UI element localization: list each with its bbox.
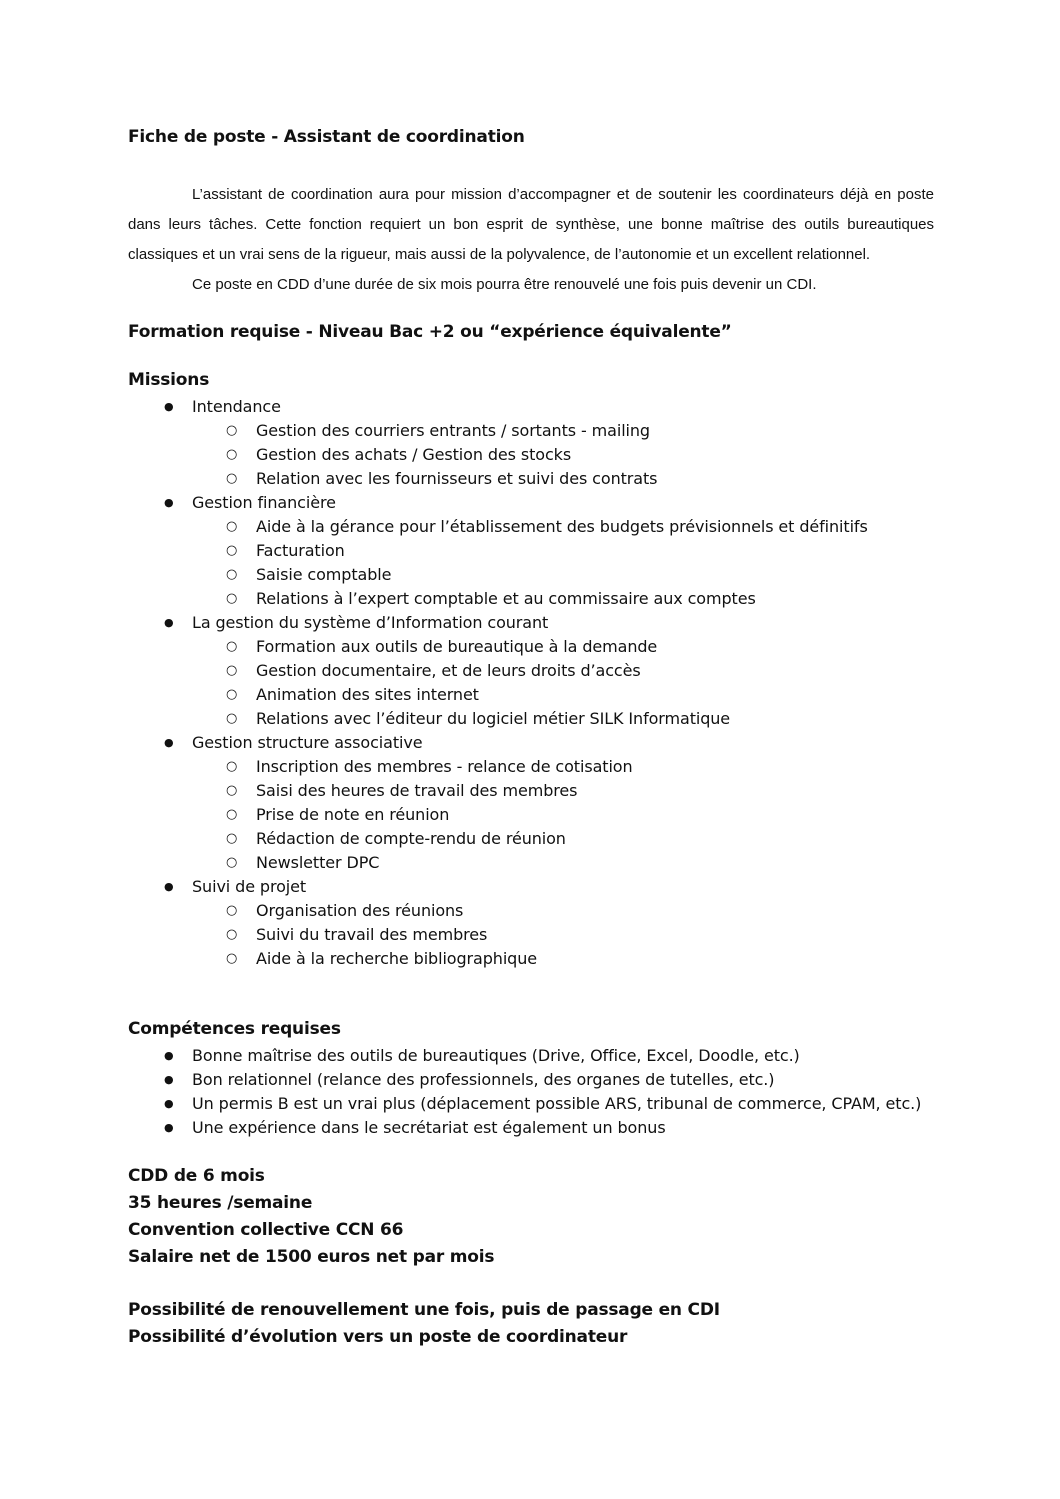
condition-line: 35 heures /semaine bbox=[128, 1193, 313, 1213]
condition-line: Convention collective CCN 66 bbox=[128, 1220, 404, 1240]
mission-subitem: ○ Gestion des achats / Gestion des stocks bbox=[192, 443, 948, 467]
condition-line: CDD de 6 mois bbox=[128, 1166, 265, 1186]
mission-subitem: ○ Organisation des réunions bbox=[192, 899, 948, 923]
mission-item bbox=[128, 491, 948, 611]
page-title: Fiche de poste - Assistant de coordination bbox=[128, 127, 525, 147]
mission-label: Suivi de projet bbox=[192, 877, 307, 896]
mission-subitem: ○ Inscription des membres - relance de cotisation bbox=[192, 755, 948, 779]
mission-subitem: ○ Saisie comptable bbox=[192, 563, 948, 587]
mission-item bbox=[128, 875, 948, 971]
mission-label: Gestion financière bbox=[192, 493, 336, 512]
mission-subitem: ○ Newsletter DPC bbox=[192, 851, 948, 875]
mission-subitem: ○ Relation avec les fournisseurs et suivi des contrats bbox=[192, 467, 948, 491]
mission-subitem: ○ Rédaction de compte-rendu de réunion bbox=[192, 827, 948, 851]
mission-subitem: ○ Facturation bbox=[192, 539, 948, 563]
mission-subitem: ○ Relations à l’expert comptable et au commissaire aux comptes bbox=[192, 587, 948, 611]
perspective-line: Possibilité d’évolution vers un poste de coordinateur bbox=[128, 1327, 628, 1347]
formation-heading: Formation requise - Niveau Bac +2 ou “expérience équivalente” bbox=[128, 322, 732, 342]
mission-item bbox=[128, 395, 948, 491]
competence-item: ● Bon relationnel (relance des professionnels, des organes de tutelles, etc.) bbox=[128, 1068, 948, 1092]
mission-label: La gestion du système d’Information courant bbox=[192, 613, 549, 632]
competences-heading: Compétences requises bbox=[128, 1019, 341, 1039]
mission-subitem: ○ Relations avec l’éditeur du logiciel métier SILK Informatique bbox=[192, 707, 948, 731]
intro-paragraph: Ce poste en CDD d’une durée de six mois pourra être renouvelé une fois puis devenir un CDI. bbox=[192, 276, 817, 293]
mission-subitem: ○ Formation aux outils de bureautique à la demande bbox=[192, 635, 948, 659]
missions-list bbox=[128, 395, 948, 971]
mission-subitem: ○ Gestion des courriers entrants / sortants - mailing bbox=[192, 419, 948, 443]
competence-item: ● Bonne maîtrise des outils de bureautiques (Drive, Office, Excel, Doodle, etc.) bbox=[128, 1044, 948, 1068]
mission-item bbox=[128, 731, 948, 875]
perspective-line: Possibilité de renouvellement une fois, puis de passage en CDI bbox=[128, 1300, 720, 1320]
mission-subitem: ○ Gestion documentaire, et de leurs droits d’accès bbox=[192, 659, 948, 683]
mission-subitem: ○ Animation des sites internet bbox=[192, 683, 948, 707]
conditions-block bbox=[128, 1163, 494, 1271]
missions-heading: Missions bbox=[128, 370, 210, 390]
condition-line: Salaire net de 1500 euros net par mois bbox=[128, 1247, 495, 1267]
mission-subitem: ○ Aide à la gérance pour l’établissement des budgets prévisionnels et définitifs bbox=[192, 515, 948, 539]
competence-item: ● Un permis B est un vrai plus (déplacement possible ARS, tribunal de commerce, CPAM, etc.) bbox=[128, 1092, 948, 1116]
competence-item: ● Une expérience dans le secrétariat est également un bonus bbox=[128, 1116, 948, 1140]
mission-subitem: ○ Saisi des heures de travail des membres bbox=[192, 779, 948, 803]
mission-subitem: ○ Aide à la recherche bibliographique bbox=[192, 947, 948, 971]
mission-subitem: ○ Prise de note en réunion bbox=[192, 803, 948, 827]
intro-paragraph: L’assistant de coordination aura pour mission d’accompagner et de soutenir les coordinateurs déjà en poste dans leurs tâches. Cette fonction requiert un bon esprit de synthèse, une bonne maîtrise des outils bureautiques classiques et un vrai sens de la rigueur, mais aussi de la polyvalence, de l’autonomie et un excellent relationnel. bbox=[128, 186, 934, 263]
mission-subitem: ○ Suivi du travail des membres bbox=[192, 923, 948, 947]
mission-label: Intendance bbox=[192, 397, 281, 416]
perspectives-block bbox=[128, 1297, 720, 1351]
intro-section bbox=[128, 180, 934, 300]
mission-label: Gestion structure associative bbox=[192, 733, 423, 752]
mission-item bbox=[128, 611, 948, 731]
competences-list bbox=[128, 1044, 948, 1140]
